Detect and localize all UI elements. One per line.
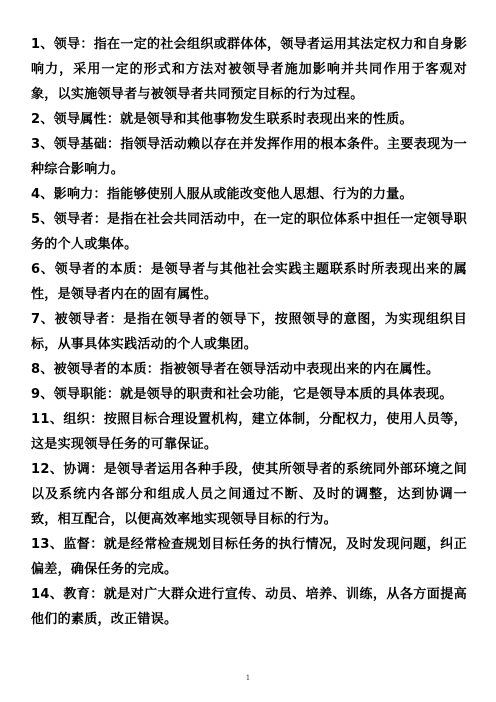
definition-item-13: 13、监督：就是经常检查规划目标任务的执行情况，及时发现问题，纠正偏差，确保任务的完成。 (31, 537, 467, 577)
definition-item-14: 14、教育：就是对广大群众进行宣传、动员、培养、训练，从各方面提高他们的素质，改正错误。 (31, 587, 467, 627)
definition-item-12: 12、协调：是领导者运用各种手段，使其所领导者的系统同外部环境之间以及系统内各部分和组成人员之间通过不断、及时的调整，达到协调一致，相互配合，以便高效率地实现领导目标的行为。 (31, 462, 467, 527)
page-number: 1 (245, 674, 251, 682)
definition-item-3: 3、领导基础：指领导活动赖以存在并发挥作用的根本条件。主要表现为一种综合影响力。 (31, 137, 467, 177)
definition-item-6: 6、领导者的本质：是领导者与其他社会实践主题联系时所表现出来的属性，是领导者内在的固有属性。 (31, 262, 467, 302)
definition-item-11: 11、组织：按照目标合理设置机构，建立体制，分配权力，使用人员等，这是实现领导任务的可靠保证。 (31, 412, 467, 452)
definition-item-7: 7、被领导者：是指在领导者的领导下，按照领导的意图，为实现组织目标，从事具体实践活动的个人或集团。 (31, 312, 467, 352)
definition-item-4: 4、影响力：指能够使别人服从或能改变他人思想、行为的力量。 (31, 187, 413, 202)
document-body (31, 32, 467, 632)
definition-item-1: 1、领导：指在一定的社会组织或群体体，领导者运用其法定权力和自身影响力，采用一定的形式和方法对被领导者施加影响并共同作用于客观对象，以实施领导者与被领导者共同预定目标的行为过程。 (31, 37, 467, 102)
definition-item-5: 5、领导者：是指在社会共同活动中，在一定的职位体系中担任一定领导职务的个人或集体。 (31, 212, 467, 252)
definition-item-2: 2、领导属性：就是领导和其他事物发生联系时表现出来的性质。 (31, 112, 413, 127)
definition-item-8: 8、被领导者的本质：指被领导者在领导活动中表现出来的内在属性。 (31, 362, 440, 377)
definition-item-9: 9、领导职能：就是领导的职责和社会功能，它是领导本质的具体表现。 (31, 387, 453, 402)
